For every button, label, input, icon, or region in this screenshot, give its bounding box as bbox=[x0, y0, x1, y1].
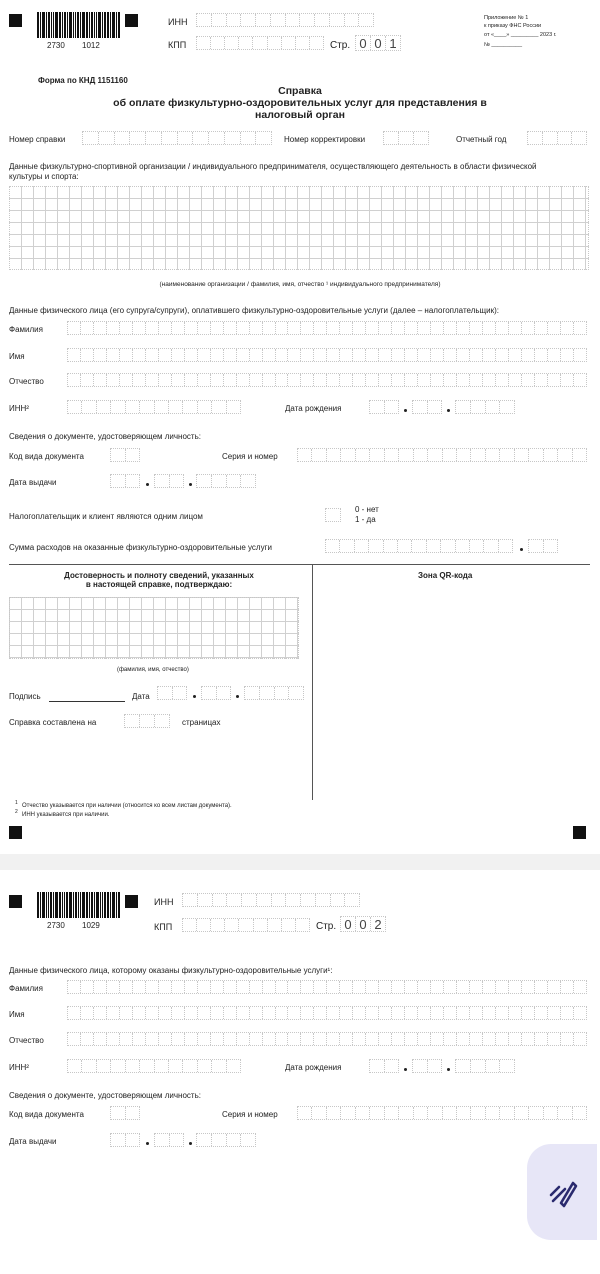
document-section-heading: Сведения о документе, удостоверяющем личность: bbox=[9, 1091, 201, 1100]
corner-marker bbox=[573, 826, 586, 839]
option-yes: 1 - да bbox=[355, 515, 376, 524]
section-divider bbox=[9, 564, 590, 565]
sign-day-input[interactable] bbox=[157, 686, 187, 700]
confirmation-heading: в настоящей справке, подтверждаю: bbox=[85, 580, 233, 589]
expense-kopecks-input[interactable] bbox=[528, 539, 558, 553]
section-divider-vertical bbox=[312, 564, 313, 800]
issue-day-input[interactable] bbox=[110, 474, 140, 488]
sign-month-input[interactable] bbox=[201, 686, 231, 700]
client-inn-input[interactable] bbox=[67, 1059, 241, 1073]
birth-day-input[interactable] bbox=[369, 1059, 399, 1073]
document-section-heading: Сведения о документе, удостоверяющем личность: bbox=[9, 432, 201, 441]
birth-month-input[interactable] bbox=[412, 400, 442, 414]
series-number-input[interactable] bbox=[297, 1106, 587, 1120]
page-number-field bbox=[355, 35, 401, 51]
issue-date-label: Дата выдачи bbox=[9, 1137, 57, 1146]
page-digit: 0 bbox=[356, 36, 371, 50]
birth-month-input[interactable] bbox=[412, 1059, 442, 1073]
page-number-label: Стр. bbox=[330, 40, 351, 51]
document-code-label: Код вида документа bbox=[9, 1110, 84, 1119]
kpp-label: КПП bbox=[168, 40, 187, 50]
sign-date-label: Дата bbox=[132, 692, 150, 701]
document-code-input[interactable] bbox=[110, 1106, 140, 1120]
date-separator bbox=[193, 695, 196, 698]
sign-year-input[interactable] bbox=[244, 686, 304, 700]
corner-marker bbox=[9, 14, 22, 27]
payer-name-input[interactable] bbox=[67, 348, 587, 362]
payer-patronymic-input[interactable] bbox=[67, 373, 587, 387]
document-code-label: Код вида документа bbox=[9, 452, 84, 461]
name-label: Имя bbox=[9, 352, 25, 361]
signer-name-input[interactable] bbox=[9, 597, 299, 659]
footnote-text: Отчество указывается при наличии (относится ко всем листам документа). bbox=[22, 803, 232, 809]
date-separator bbox=[189, 1142, 192, 1145]
birth-year-input[interactable] bbox=[455, 1059, 515, 1073]
pages-count-input[interactable] bbox=[124, 714, 170, 728]
inn-input[interactable] bbox=[182, 893, 360, 907]
decimal-separator bbox=[520, 548, 523, 551]
issue-year-input[interactable] bbox=[196, 1133, 256, 1147]
series-number-label: Серия и номер bbox=[222, 1110, 278, 1119]
page-digit: 1 bbox=[389, 35, 397, 51]
kpp-input[interactable] bbox=[196, 36, 324, 50]
form-code: Форма по КНД 1151160 bbox=[38, 76, 128, 85]
page-digit: 0 bbox=[341, 917, 356, 931]
appendix-line: к приказу ФНС России bbox=[484, 23, 542, 29]
footnote-mark: 1 bbox=[15, 800, 18, 806]
corner-marker bbox=[125, 895, 138, 908]
inn2-label: ИНН² bbox=[9, 1063, 29, 1072]
edit-sign-icon bbox=[545, 1175, 579, 1209]
issue-year-input[interactable] bbox=[196, 474, 256, 488]
barcode bbox=[37, 892, 121, 918]
corner-marker bbox=[125, 14, 138, 27]
barcode bbox=[37, 12, 121, 38]
corner-marker bbox=[9, 826, 22, 839]
page-digit: 0 bbox=[356, 917, 371, 931]
confirmation-heading: Достоверность и полноту сведений, указанных bbox=[64, 571, 254, 580]
page-digit: 2 bbox=[374, 916, 382, 932]
barcode-number-right: 1012 bbox=[82, 41, 100, 50]
certificate-number-label: Номер справки bbox=[9, 135, 66, 144]
kpp-label: КПП bbox=[154, 922, 173, 932]
option-no: 0 - нет bbox=[355, 505, 379, 514]
form-page-2 bbox=[0, 870, 600, 1274]
inn-label: ИНН bbox=[154, 897, 174, 907]
payer-surname-input[interactable] bbox=[67, 321, 587, 335]
birth-year-input[interactable] bbox=[455, 400, 515, 414]
birth-day-input[interactable] bbox=[369, 400, 399, 414]
appendix-line: Приложение № 1 bbox=[484, 15, 529, 21]
page-number-label: Стр. bbox=[316, 921, 337, 932]
edit-sign-button[interactable] bbox=[527, 1144, 597, 1240]
certificate-number-input[interactable] bbox=[82, 131, 272, 145]
barcode-number-left: 2730 bbox=[47, 41, 65, 50]
date-separator bbox=[146, 483, 149, 486]
birthdate-label: Дата рождения bbox=[285, 1063, 342, 1072]
expense-rubles-input[interactable] bbox=[325, 539, 513, 553]
same-person-input[interactable] bbox=[325, 508, 341, 522]
reporting-year-input[interactable] bbox=[527, 131, 587, 145]
surname-label: Фамилия bbox=[9, 984, 43, 993]
issue-day-input[interactable] bbox=[110, 1133, 140, 1147]
barcode-number-right: 1029 bbox=[82, 921, 100, 930]
reporting-year-label: Отчетный год bbox=[456, 135, 507, 144]
date-separator bbox=[146, 1142, 149, 1145]
page-digit: 0 bbox=[371, 36, 386, 50]
pages-suffix: страницах bbox=[182, 718, 221, 727]
issue-month-input[interactable] bbox=[154, 474, 184, 488]
inn-label: ИНН bbox=[168, 17, 188, 27]
form-title-line: налоговый орган bbox=[255, 109, 345, 121]
date-separator bbox=[404, 1068, 407, 1071]
series-number-input[interactable] bbox=[297, 448, 587, 462]
appendix-line: № __________ bbox=[484, 42, 523, 48]
client-patronymic-input[interactable] bbox=[67, 1032, 587, 1046]
expense-sum-label: Сумма расходов на оказанные физкультурно-оздоровительные услуги bbox=[9, 543, 272, 552]
patronymic-label: Отчество bbox=[9, 377, 44, 386]
date-separator bbox=[404, 409, 407, 412]
name-label: Имя bbox=[9, 1010, 25, 1019]
form-title-line: Справка bbox=[278, 85, 322, 97]
corner-marker bbox=[9, 895, 22, 908]
surname-label: Фамилия bbox=[9, 325, 43, 334]
organization-section-heading: Данные физкультурно-спортивной организации / индивидуального предпринимателя, осуществляющего деятельность в области физической культуры и спорта: bbox=[9, 162, 537, 181]
footnote-text: ИНН указывается при наличии. bbox=[22, 812, 110, 818]
organization-name-input[interactable] bbox=[9, 186, 589, 270]
barcode-number-left: 2730 bbox=[47, 921, 65, 930]
payer-section-heading: Данные физического лица (его супруга/супруги), оплатившего физкультурно-оздоровительные услуги (далее – налогоплательщик): bbox=[9, 306, 499, 315]
client-name-input[interactable] bbox=[67, 1006, 587, 1020]
kpp-input[interactable] bbox=[182, 918, 310, 932]
correction-number-input[interactable] bbox=[383, 131, 429, 145]
client-surname-input[interactable] bbox=[67, 980, 587, 994]
issue-month-input[interactable] bbox=[154, 1133, 184, 1147]
inn-input[interactable] bbox=[196, 13, 374, 27]
date-separator bbox=[447, 409, 450, 412]
form-title-line: об оплате физкультурно-оздоровительных услуг для представления в bbox=[113, 97, 487, 109]
date-separator bbox=[189, 483, 192, 486]
footnote-mark: 2 bbox=[15, 809, 18, 815]
qr-code-zone: Зона QR-кода bbox=[418, 571, 473, 580]
birthdate-label: Дата рождения bbox=[285, 404, 342, 413]
organization-caption: (наименование организации / фамилия, имя, отчество ¹ индивидуального предпринимателя) bbox=[159, 281, 441, 288]
page-number-field bbox=[340, 916, 386, 932]
fio-caption: (фамилия, имя, отчество) bbox=[117, 667, 189, 673]
signature-label: Подпись bbox=[9, 692, 41, 701]
correction-number-label: Номер корректировки bbox=[284, 135, 366, 144]
payer-inn-input[interactable] bbox=[67, 400, 241, 414]
same-person-label: Налогоплательщик и клиент являются одним лицом bbox=[9, 512, 203, 521]
document-code-input[interactable] bbox=[110, 448, 140, 462]
series-number-label: Серия и номер bbox=[222, 452, 278, 461]
appendix-line: от «____» _________ 2023 г. bbox=[484, 32, 557, 38]
signature-line[interactable] bbox=[49, 701, 125, 702]
client-section-heading: Данные физического лица, которому оказаны физкультурно-оздоровительные услуги¹: bbox=[9, 966, 333, 975]
date-separator bbox=[236, 695, 239, 698]
issue-date-label: Дата выдачи bbox=[9, 478, 57, 487]
inn2-label: ИНН² bbox=[9, 404, 29, 413]
date-separator bbox=[447, 1068, 450, 1071]
pages-count-label: Справка составлена на bbox=[9, 718, 97, 727]
patronymic-label: Отчество bbox=[9, 1036, 44, 1045]
